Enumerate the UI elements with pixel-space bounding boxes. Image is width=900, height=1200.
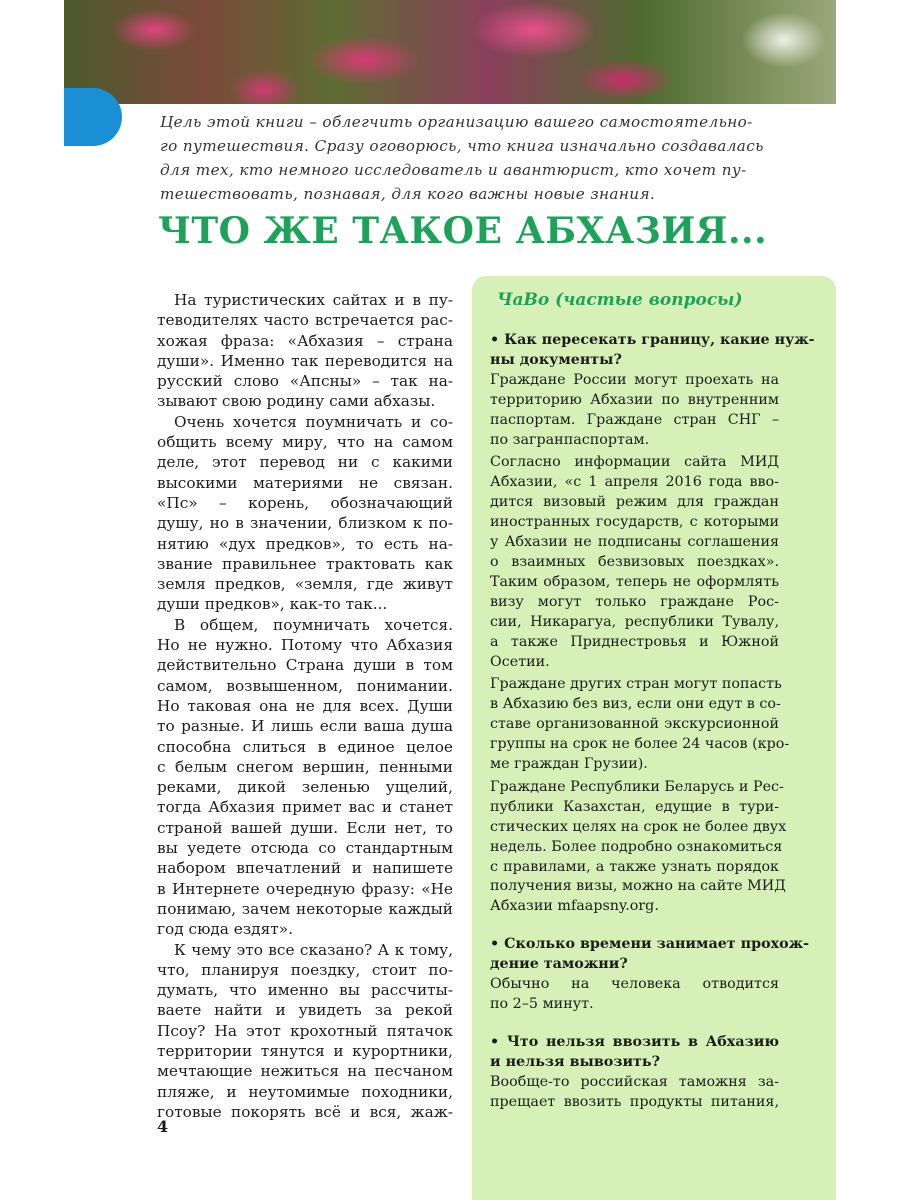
intro-line: Цель этой книги – облегчить организацию вашего самостоятельно- — [160, 113, 753, 131]
text-line: с белым снегом вершин, пенными — [157, 757, 453, 776]
faq-answer-line: Абхазии mfaapsny.org. — [490, 898, 659, 915]
text-line: реками, дикой зеленью ущелий, — [157, 778, 453, 797]
text-line: нятию «дух предков», то есть на- — [157, 534, 453, 553]
text-line: мечтающие нежиться на песчаном — [157, 1062, 453, 1081]
text-line: души». Именно так переводится на — [157, 351, 453, 370]
text-line: думать, что именно вы рассчиты- — [157, 981, 453, 1000]
faq-question: • Что нельзя ввозить в Абхазию — [490, 1033, 779, 1050]
text-line: звание правильнее трактовать как — [157, 554, 453, 573]
faq-title: ЧаВо (частые вопросы) — [497, 290, 743, 310]
faq-answer-line: Граждане других стран могут попасть — [490, 676, 782, 693]
faq-answer-line: паспортам. Граждане стран СНГ – — [490, 411, 779, 428]
faq-answer-line: Абхазии, «с 1 апреля 2016 года вво- — [490, 474, 779, 491]
text-line: теводителях часто встречается рас- — [157, 311, 453, 330]
text-line: деле, этот перевод ни с какими — [157, 453, 453, 472]
text-line: понимаю, зачем некоторые каждый — [157, 899, 453, 918]
text-line: в Интернете очередную фразу: «Не — [157, 879, 453, 898]
text-line: общить всему миру, что на самом — [157, 433, 453, 452]
faq-answer-line: территорию Абхазии по внутренним — [490, 391, 779, 408]
faq-question: и нельзя вывозить? — [490, 1053, 660, 1070]
faq-answer-line: группы на срок не более 24 часов (кро- — [490, 736, 790, 753]
faq-answer-line: о взаимных безвизовых поездках». — [490, 553, 779, 570]
faq-question: • Сколько времени занимает прохож- — [490, 936, 810, 953]
text-line: высокими материями не связан. — [157, 473, 453, 492]
faq-question: дение таможни? — [490, 956, 628, 973]
text-line: В общем, поумничать хочется. — [174, 615, 453, 634]
faq-answer-line: Таким образом, теперь не оформлять — [490, 573, 779, 590]
text-line: земля предков, «земля, где живут — [157, 575, 453, 594]
text-line: действительно Страна души в том — [157, 656, 453, 675]
text-line: что, планируя поездку, стоит по- — [157, 960, 453, 979]
faq-answer-line: иностранных государств, с которыми — [490, 514, 779, 531]
intro-line: для тех, кто немного исследователь и авантюрист, кто хочет пу- — [160, 161, 747, 179]
faq-question: ны документы? — [490, 351, 622, 368]
faq-answer-line: по загранпаспортам. — [490, 431, 650, 448]
text-line: Очень хочется поумничать и со- — [174, 412, 453, 431]
faq-answer-line: сии, Никарагуа, республики Тувалу, — [490, 613, 779, 630]
text-line: вы уедете отсюда со стандартным — [157, 839, 453, 858]
faq-answer-line: Осетии. — [490, 653, 550, 670]
faq-answer-line: Граждане Республики Беларусь и Рес- — [490, 778, 784, 795]
text-line: К чему это все сказано? А к тому, — [174, 940, 453, 959]
text-line: набором впечатлений и напишете — [157, 859, 453, 878]
text-line: ваете найти и увидеть за рекой — [157, 1001, 453, 1020]
section-heading: ЧТО ЖЕ ТАКОЕ АБХАЗИЯ... — [158, 210, 768, 252]
faq-answer-line: Согласно информации сайта МИД — [490, 454, 779, 471]
chapter-tab — [64, 88, 122, 146]
faq-answer-line: с правилами, а также узнать порядок — [490, 858, 779, 875]
faq-answer-line: недель. Более подробно ознакомиться — [490, 838, 783, 855]
faq-answer-line: в Абхазию без виз, если они едут в со- — [490, 696, 781, 713]
faq-answer-line: дится визовый режим для граждан — [490, 494, 779, 511]
intro-line: тешествовать, познавая, для кого важны новые знания. — [160, 185, 656, 203]
text-line: тогда Абхазия примет вас и станет — [157, 798, 453, 817]
text-line: Но таковая она не для всех. Души — [157, 696, 453, 715]
text-line: зывают свою родину сами абхазы. — [157, 392, 436, 411]
text-line: страной вашей души. Если нет, то — [157, 818, 453, 837]
faq-answer-line: а также Приднестровья и Южной — [490, 633, 779, 650]
faq-answer-line: стических целях на срок не более двух — [490, 818, 787, 835]
text-line: способна слиться в единое целое — [157, 737, 453, 756]
text-line: то разные. И лишь если ваша душа — [157, 717, 453, 736]
faq-answer-line: прещает ввозить продукты питания, — [490, 1093, 779, 1110]
faq-answer-line: по 2–5 минут. — [490, 996, 594, 1012]
text-line: Но не нужно. Потому что Абхазия — [157, 636, 453, 655]
faq-answer-line: публики Казахстан, едущие в тури- — [490, 798, 779, 815]
header-photo — [64, 0, 836, 104]
page-number: 4 — [157, 1117, 169, 1136]
text-line: «Пс» – корень, обозначающий — [157, 493, 453, 512]
text-line: самом, возвышенном, понимании. — [157, 676, 453, 695]
text-line: пляже, и неутомимые походники, — [157, 1082, 453, 1101]
intro-paragraph — [160, 110, 840, 206]
text-line: душу, но в значении, близком к по- — [157, 514, 453, 533]
faq-answer-line: получения визы, можно на сайте МИД — [490, 878, 786, 895]
intro-line: го путешествия. Сразу оговорюсь, что книга изначально создавалась — [160, 137, 764, 155]
text-line: русский слово «Апсны» – так на- — [157, 372, 453, 391]
text-line: души предков», как-то так... — [157, 595, 388, 614]
faq-question: • Как пересекать границу, какие нуж- — [490, 332, 815, 348]
text-line: На туристических сайтах и в пу- — [174, 291, 453, 309]
faq-body — [490, 331, 815, 1113]
faq-answer-line: у Абхазии не подписаны соглашения — [490, 534, 779, 551]
text-line: год сюда ездят». — [157, 920, 293, 939]
text-line: Псоу? На этот крохотный пятачок — [157, 1021, 453, 1040]
faq-answer-line: ставе организованной экскурсионной — [490, 716, 779, 733]
main-text-column — [157, 290, 453, 1122]
faq-answer-line: Граждане России могут проехать на — [490, 371, 779, 388]
text-line: готовые покорять всё и вся, жаж- — [157, 1102, 453, 1121]
text-line: территории тянутся и курортники, — [157, 1041, 453, 1060]
text-line: хожая фраза: «Абхазия – страна — [157, 331, 453, 350]
faq-answer-line: визу могут только граждане Рос- — [490, 593, 779, 610]
faq-answer-line: ме граждан Грузии). — [490, 756, 648, 773]
faq-answer-line: Обычно на человека отводится — [490, 976, 779, 993]
faq-answer-line: Вообще-то российская таможня за- — [490, 1073, 779, 1090]
